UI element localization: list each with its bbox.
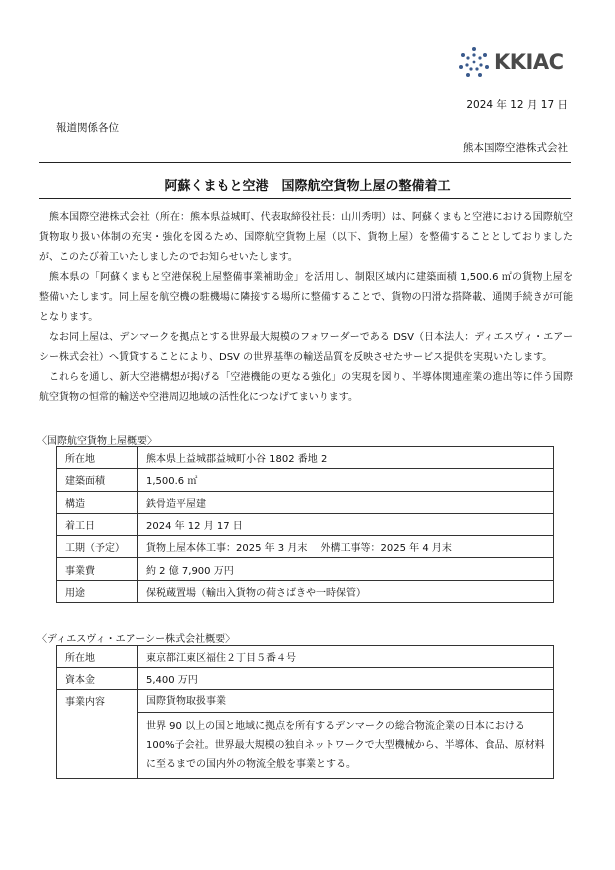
business-line-detail: 世界 90 以上の国と地域に拠点を所有するデンマークの総合物流企業の日本における 100%子会社。世界最大規模の独自ネットワークで大型機械から、半導体、食品、原材料に至るまでの国内外の物流全般を事業とする。	[146, 721, 545, 770]
table-label: 用途	[57, 580, 138, 602]
table-value: 約 2 億 7,900 万円	[138, 558, 554, 580]
table-label: 事業内容	[57, 690, 138, 779]
facility-overview-table	[56, 446, 554, 603]
company-logo	[457, 46, 564, 78]
body-text	[39, 208, 573, 408]
business-line-primary: 国際貨物取扱事業	[138, 692, 553, 713]
table-label: 着工日	[57, 513, 138, 535]
table-row	[57, 513, 554, 535]
table-row	[57, 580, 554, 602]
table-row	[57, 491, 554, 513]
table-value: 熊本県上益城郡益城町小谷 1802 番地 2	[138, 447, 554, 469]
dsv-section-heading: 〈ディエスヴィ・エアーシー株式会社概要〉	[37, 634, 236, 645]
table-value: 貨物上屋本体工事：2025 年 3 月末 外構工事等：2025 年 4 月末	[138, 536, 554, 558]
table-row	[57, 690, 554, 779]
table-label: 事業費	[57, 558, 138, 580]
table-label: 資本金	[57, 668, 138, 690]
table-row	[57, 646, 554, 668]
body-paragraph: これらを通し、新大空港構想が掲げる「空港機能の更なる強化」の実現を図り、半導体関連産業の進出等に伴う国際航空貨物の恒常的輸送や空港周辺地域の活性化につなげてまいります。	[39, 372, 573, 403]
facility-section-heading: 〈国際航空貨物上屋概要〉	[37, 436, 157, 447]
table-value: 2024 年 12 月 17 日	[138, 513, 554, 535]
table-label: 工期（予定）	[57, 536, 138, 558]
recipients-line: 報道関係各位	[56, 122, 119, 134]
body-paragraph: 熊本県の「阿蘇くまもと空港保税上屋整備事業補助金」を活用し、制限区域内に建築面積 1,500.6 ㎡の貨物上屋を整備いたします。同上屋を航空機の駐機場に隣接する場所に整備することで、貨物の円滑な搭降載、通関手続きが可能となります。	[39, 272, 573, 323]
body-paragraph: なお同上屋は、デンマークを拠点とする世界最大規模のフォワーダーである DSV（日本法人：ディエスヴィ・エアーシー株式会社）へ賃貸することにより、DSV の世界基準の輸送品質を反映させたサービス提供を実現いたします。	[39, 332, 573, 363]
table-value: 5,400 万円	[138, 668, 554, 690]
issuer-company: 熊本国際空港株式会社	[463, 142, 568, 154]
release-date: 2024 年 12 月 17 日	[466, 99, 568, 111]
table-row	[57, 668, 554, 690]
table-value: 鉄骨造平屋建	[138, 491, 554, 513]
table-label: 所在地	[57, 646, 138, 668]
dsv-overview-table	[56, 645, 554, 779]
title-rule-bottom	[39, 198, 571, 199]
table-label: 建築面積	[57, 469, 138, 491]
document-title: 阿蘇くまもと空港 国際航空貨物上屋の整備着工	[164, 179, 451, 194]
table-value: 保税蔵置場（輸出入貨物の荷さばきや一時保管）	[138, 580, 554, 602]
title-rule-top	[39, 162, 571, 163]
table-label: 所在地	[57, 447, 138, 469]
table-row	[57, 447, 554, 469]
table-row	[57, 536, 554, 558]
table-value: 1,500.6 ㎡	[138, 469, 554, 491]
snowflake-dots-logo-icon	[457, 46, 491, 78]
table-row	[57, 469, 554, 491]
business-description-cell	[138, 690, 554, 779]
logo-text: KKIAC	[494, 50, 564, 74]
body-paragraph: 熊本国際空港株式会社（所在：熊本県益城町、代表取締役社長：山川秀明）は、阿蘇くまもと空港における国際航空貨物取り扱い体制の充実・強化を図るため、国際航空貨物上屋（以下、貨物上屋）を整備することとしておりましたが、このたび着工いたしましたのでお知らせいたします。	[39, 212, 573, 263]
table-label: 構造	[57, 491, 138, 513]
table-value: 東京都江東区福住２丁目５番４号	[138, 646, 554, 668]
table-row	[57, 558, 554, 580]
